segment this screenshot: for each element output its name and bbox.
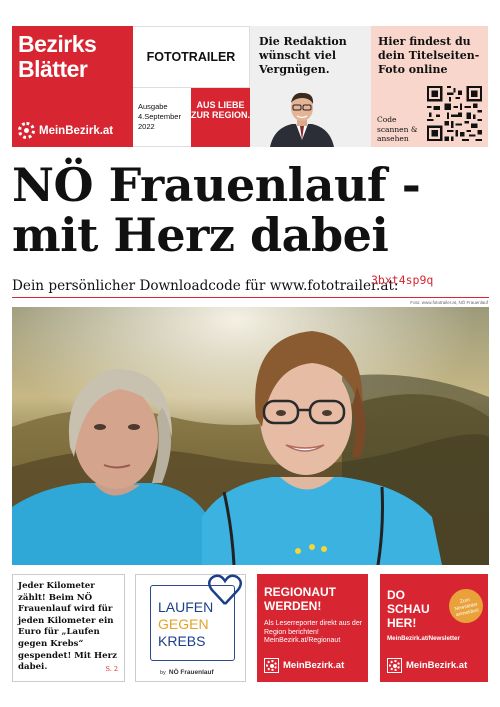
section-label: FOTOTRAILER [133,26,250,88]
download-code-label: Dein persönlicher Downloadcode für www.fototrailer.at: [12,278,399,294]
divider-rule [12,297,489,298]
scan-note: Code scannen & ansehen [377,115,418,143]
logo-org: NÖ Frauenlauf [168,669,214,676]
cover-note: Hier findest du dein Titelseiten-Foto online [378,35,480,76]
editorial-note: Die Redaktion wünscht viel Vergnügen. [259,35,347,76]
meinbezirk-logo-icon [264,658,279,673]
brand-site [18,122,113,139]
newsletter-badge[interactable]: Zum Newsletter anmelden! [446,586,486,626]
editorial-panel [250,26,371,147]
newsletter-title: DO SCHAU HER! [387,588,430,630]
editor-portrait [266,88,338,147]
regionaut-title: REGIONAUT WERDEN! [264,585,336,613]
regionaut-text: Als Leserreporter direkt aus der Region berichten! MeinBezirk.at/Regionaut [264,620,363,644]
brand-logo-block [12,26,133,147]
qr-code-icon[interactable] [427,86,482,141]
brand-site-label: MeinBezirk.at [39,124,114,137]
edition-date: 4.September 2022 [138,112,181,131]
logo-by-word: by [160,670,166,676]
regionaut-box[interactable] [257,574,368,682]
cover-photo [12,307,489,565]
heart-icon [207,572,243,608]
slogan-box: AUS LIEBE ZUR REGION. [191,88,250,147]
edition-label: Ausgabe [138,102,168,111]
newsletter-site-label: MeinBezirk.at [406,660,468,671]
logo-line-1: LAUFEN [158,599,214,615]
teaser-text: Jeder Kilometer zählt! Beim NÖ Frauenlauf wird für jeden Kilometer ein Euro für „Laufen gegen Krebs“ gespendet! Mit Herz dabei. [18,581,117,673]
logo-line-2: GEGEN [158,616,209,632]
headline: NÖ Frauenlauf - mit Herz dabei [12,158,421,262]
regionaut-site [264,658,344,673]
cover-photo-panel [371,26,488,147]
meinbezirk-logo-icon [387,658,402,673]
newsletter-url[interactable]: MeinBezirk.at/Newsletter [387,635,460,642]
laufen-gegen-krebs-ad [135,574,246,682]
logo-byline [160,669,214,676]
edition-block [133,88,191,147]
brand-name: Bezirks Blätter [18,31,97,82]
logo-line-3: KREBS [158,633,206,649]
laufen-gegen-krebs-logo [150,585,235,661]
teaser-box [12,574,125,682]
teaser-page-ref[interactable]: S. 2 [105,665,118,674]
meinbezirk-logo-icon [18,122,35,139]
newsletter-box[interactable] [380,574,488,682]
newsletter-site [387,658,467,673]
download-code[interactable]: 3bxt4sp9q [371,273,434,287]
regionaut-site-label: MeinBezirk.at [283,660,345,671]
photo-credit: Foto: www.fototrailer.at, NÖ Frauenlauf [410,300,488,305]
